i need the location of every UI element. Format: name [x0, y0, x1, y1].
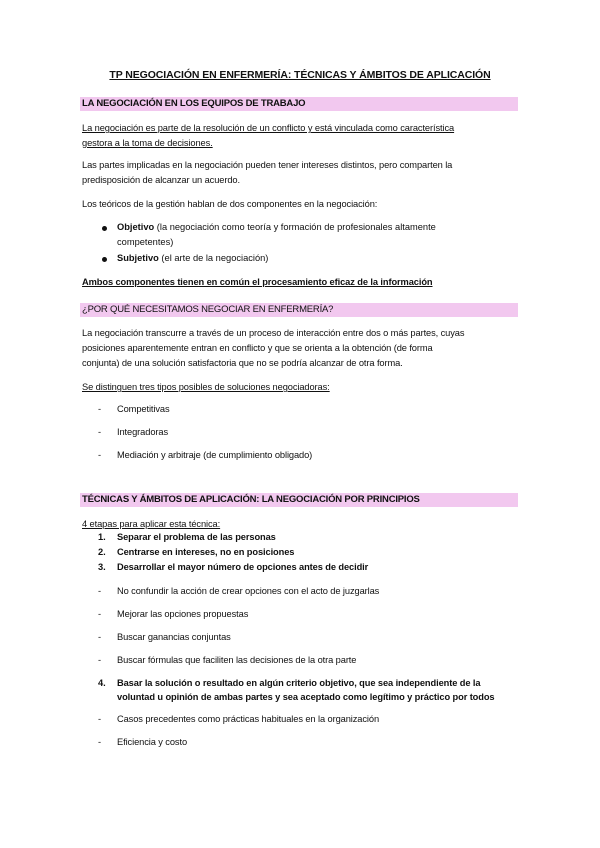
- dash-marker: -: [98, 404, 102, 414]
- solution-item-1: Competitivas: [117, 404, 170, 414]
- dash-marker: -: [98, 427, 102, 437]
- section2-paragraph-line-2: posiciones aparentemente entran en conflicto y que se orienta a la obtención (de forma: [82, 343, 433, 353]
- bullet-objetivo: [117, 220, 436, 235]
- step-4-line-1: Basar la solución o resultado en algún criterio objetivo, que sea independiente de la: [117, 678, 481, 688]
- step4-item-2: Eficiencia y costo: [117, 737, 188, 747]
- conclusion-text: Ambos componentes tienen en común el procesamiento eficaz de la información: [82, 277, 433, 287]
- bullet-subjetivo: [117, 251, 268, 266]
- step4-item-1: Casos precedentes como prácticas habituales en la organización: [117, 714, 380, 724]
- step3-item-4: Buscar fórmulas que faciliten las decisiones de la otra parte: [117, 655, 357, 665]
- paragraph-1-line-2: gestora a la toma de decisiones.: [82, 138, 213, 148]
- dash-marker: -: [98, 450, 102, 460]
- bullet-objetivo-label: Objetivo: [117, 222, 155, 232]
- document-title: TP NEGOCIACIÓN EN ENFERMERÍA: TÉCNICAS Y ÁMBITOS DE APLICACIÓN: [109, 69, 491, 81]
- dash-marker: -: [98, 714, 102, 724]
- paragraph-3: Los teóricos de la gestión hablan de dos componentes en la negociación:: [82, 199, 378, 209]
- dash-marker: -: [98, 655, 102, 665]
- bullet-subjetivo-text: (el arte de la negociación): [158, 253, 269, 263]
- section2-paragraph-line-1: La negociación transcurre a través de un proceso de interacción entre dos o más partes, cuyas: [82, 328, 465, 338]
- bullet-objetivo-cont: competentes): [117, 237, 174, 247]
- step3-item-3: Buscar ganancias conjuntas: [117, 632, 231, 642]
- section-heading-1: LA NEGOCIACIÓN EN LOS EQUIPOS DE TRABAJO: [82, 98, 306, 109]
- section3-subheading: 4 etapas para aplicar esta técnica:: [82, 519, 221, 529]
- dash-marker: -: [98, 737, 102, 747]
- paragraph-2-line-1: Las partes implicadas en la negociación pueden tener intereses distintos, pero comparten la: [82, 160, 453, 170]
- bullet-subjetivo-label: Subjetivo: [117, 253, 159, 263]
- paragraph-1-line-1: La negociación es parte de la resolución de un conflicto y está vinculada como característica: [82, 123, 455, 133]
- bullet-objetivo-text: (la negociación como teoría y formación de profesionales altamente: [154, 222, 436, 232]
- step-4-line-2: voluntad u opinión de ambas partes y sea aceptado como legítimo y práctico por todos: [117, 692, 495, 702]
- dash-marker: -: [98, 632, 102, 642]
- step-2-text: Centrarse en intereses, no en posiciones: [117, 547, 295, 557]
- solution-item-3: Mediación y arbitraje (de cumplimiento obligado): [117, 450, 313, 460]
- dash-marker: -: [98, 586, 102, 596]
- section-heading-2: ¿POR QUÉ NECESITAMOS NEGOCIAR EN ENFERMERÍA?: [82, 304, 334, 315]
- section2-paragraph-line-3: conjunta) de una solución satisfactoria que no se podría alcanzar de otra forma.: [82, 358, 403, 368]
- bullet-dot-icon: [102, 257, 107, 262]
- step-number: 1.: [98, 532, 106, 542]
- step3-item-2: Mejorar las opciones propuestas: [117, 609, 249, 619]
- step-number: 3.: [98, 562, 106, 572]
- bullet-dot-icon: [102, 226, 107, 231]
- solution-item-2: Integradoras: [117, 427, 168, 437]
- step-number: 2.: [98, 547, 106, 557]
- dash-marker: -: [98, 609, 102, 619]
- step-number: 4.: [98, 678, 106, 688]
- step-3-text: Desarrollar el mayor número de opciones antes de decidir: [117, 562, 369, 572]
- step-1-text: Separar el problema de las personas: [117, 532, 276, 542]
- paragraph-2-line-2: predisposición de alcanzar un acuerdo.: [82, 175, 240, 185]
- step3-item-1: No confundir la acción de crear opciones con el acto de juzgarlas: [117, 586, 380, 596]
- section2-subheading: Se distinguen tres tipos posibles de soluciones negociadoras:: [82, 382, 330, 392]
- section-heading-3: TÉCNICAS Y ÁMBITOS DE APLICACIÓN: LA NEGOCIACIÓN POR PRINCIPIOS: [82, 494, 420, 505]
